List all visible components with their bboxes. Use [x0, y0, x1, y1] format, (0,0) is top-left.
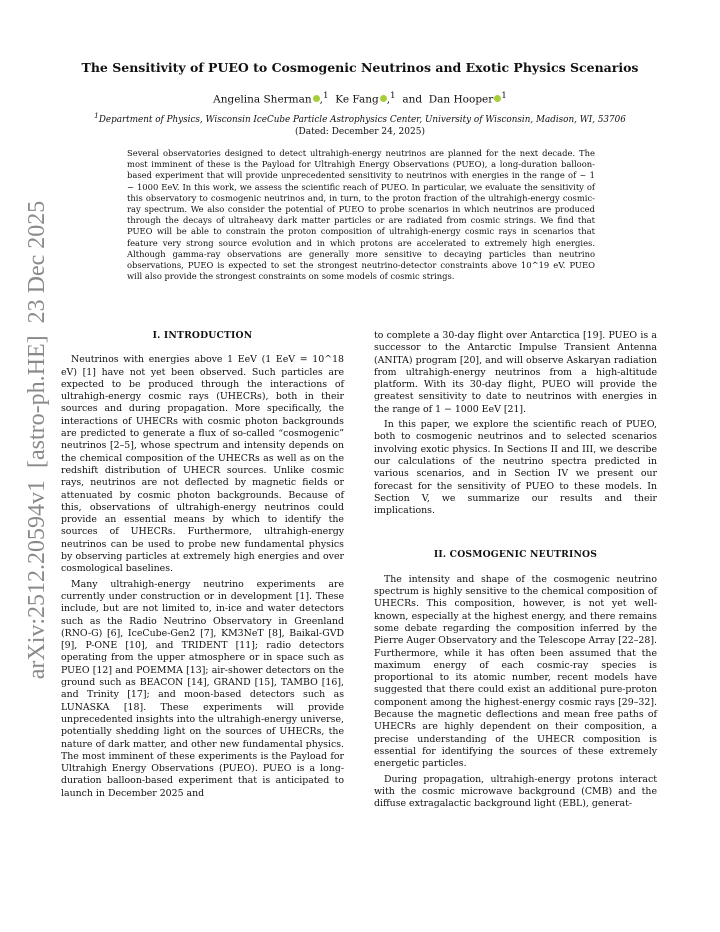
arxiv-identifier [14, 160, 54, 720]
paper-title: The Sensitivity of PUEO to Cosmogenic Neutrinos and Exotic Physics Scenarios [81, 60, 639, 75]
author-superscript: 1 [323, 91, 329, 101]
author-conjunction: and [402, 93, 423, 106]
abstract: Several observatories designed to detect ultrahigh-energy neutrinos are planned for the next decade. The most imminent of these is the Payload for Ultrahigh Energy Observations (PUEO), a long-duration balloon-based experiment that will provide unprecedented sensitivity to neutrinos with energies in the range of ~ 1 − 1000 EeV. In this work, we assess the scientific reach of PUEO. In particular, we evaluate the sensitivity of this observatory to cosmogenic neutrinos and, in turn, to the proton fraction of the ultrahigh-energy cosmic-ray spectrum. We also consider the potential of PUEO to probe scenarios in which neutrinos are produced through the decays of ultraheavy dark matter particles or are radiated from cosmic strings. We find that PUEO will be able to constrain the proton composition of ultrahigh-energy cosmic rays in scenarios that feature very strong source evolution and in which protons are accelerated to extremely high energies. Although gamma-ray observations are generally more sensitive to decaying particles than neutrino observations, PUEO is expected to set the strongest neutrino-detector constraints above 10^19 eV. PUEO will also provide the strongest constraints on some models of cosmic strings. [127, 148, 595, 282]
right-column [374, 330, 657, 810]
affiliation-superscript: 1 [94, 111, 99, 120]
author-list: Angelina Sherman ,$^1$ Ke Fang ,$^1$ and Dan Hooper $^1$ [213, 91, 507, 106]
affiliation [60, 111, 660, 125]
paragraph: The intensity and shape of the cosmogenic neutrino spectrum is highly sensitive to the chemical composition of UHECRs. This composition, however, is not yet well-known, especially at the highest energy, and there remains some debate regarding the composition inferred by the Pierre Auger Observatory and the Telescope Array [22–28]. Furthermore, while it has often been assumed that the maximum energy of each cosmic-ray species is proportional to its atomic number, recent models have suggested that there could exist an additional pure-proton component among the highest-energy cosmic rays [29–32]. Because the magnetic deflections and mean free paths of UHECRs are highly dependent on their composition, a precise understanding of the UHECR composition is essential for identifying the sources of these extremely energetic particles. [374, 573, 657, 770]
paragraph: During propagation, ultrahigh-energy protons interact with the cosmic microwave background (CMB) and the diffuse extragalactic background light (EBL), generat- [374, 773, 657, 810]
author-superscript: 1 [501, 91, 507, 101]
arxiv-id-text: arXiv:2512.20594v1 [astro-ph.HE] 23 Dec 2025 [24, 200, 50, 680]
paragraph: In this paper, we explore the scientific reach of PUEO, both to cosmogenic neutrinos and to selected scenarios involving exotic physics. In Sections II and III, we describe our calculations of the neutrino spectra predicted in various scenarios, and in Section IV we present our forecast for the sensitivity of PUEO to these models. In Section V, we summarize our results and their implications. [374, 419, 657, 517]
section-heading-cosmogenic: II. COSMOGENIC NEUTRINOS [433, 549, 598, 561]
orcid-icon[interactable] [313, 95, 320, 102]
paragraph: Neutrinos with energies above 1 EeV (1 EeV = 10^18 eV) [1] have not yet been observed. Such particles are expected to be produced through the interactions of ultrahigh-energy cosmic rays (UHECRs), both in their sources and during propagation. More specifically, the interactions of UHECRs with cosmic photon backgrounds are predicted to generate a flux of so-called “cosmogenic” neutrinos [2–5], whose spectrum and intensity depends on the chemical composition of the UHECRs as well as on the redshift distribution of UHECR sources. Unlike cosmic rays, neutrinos are not deflected by magnetic fields or attenuated by cosmic photon backgrounds. Because of this, observations of ultrahigh-energy neutrinos could provide an essential means by which to identify the sources of UHECRs. Furthermore, ultrahigh-energy neutrinos can be used to probe new fundamental physics by observing particles at extremely high energies and over cosmological baselines. [61, 354, 344, 575]
author-name[interactable]: Angelina Sherman [213, 93, 312, 106]
paragraph: Many ultrahigh-energy neutrino experiments are currently under construction or in development [1]. These include, but are not limited to, in-ice and water detectors such as the Radio Neutrino Observatory in Greenland (RNO-G) [6], IceCube-Gen2 [7], KM3NeT [8], Baikal-GVD [9], P-ONE [10], and TRIDENT [11]; radio detectors operating from the upper atmosphere or in space such as PUEO [12] and POEMMA [13]; air-shower detectors on the ground such as BEACON [14], GRAND [15], TAMBO [16], and Trinity [17]; and moon-based detectors such as LUNASKA [18]. These experiments will provide unprecedented insights into the ultrahigh-energy universe, potentially shedding light on the sources of UHECRs, the nature of dark matter, and other new fundamental physics. The most imminent of these experiments is the Payload for Ultrahigh Energy Observations (PUEO). PUEO is a long-duration balloon-based experiment that is anticipated to launch in December 2025 and [61, 578, 344, 799]
author-name[interactable]: Dan Hooper [428, 93, 494, 106]
author-name[interactable]: Ke Fang [335, 93, 379, 106]
orcid-icon[interactable] [380, 95, 387, 102]
left-column [61, 330, 344, 800]
section-heading-introduction: I. INTRODUCTION [152, 330, 253, 341]
author-superscript: 1 [390, 91, 396, 101]
date-line: (Dated: December 24, 2025) [295, 127, 425, 137]
affiliation-text: Department of Physics, Wisconsin IceCube Particle Astrophysics Center, University of Wisconsin, Madison, WI, 53706 [98, 114, 626, 125]
paragraph: to complete a 30-day flight over Antarctica [19]. PUEO is a successor to the Antarctic Impulse Transient Antenna (ANITA) program [20], and will observe Askaryan radiation from ultrahigh-energy neutrinos from a high-altitude platform. With its 30-day flight, PUEO will provide the greatest sensitivity to date to neutrinos with energies in the range of 1 − 1000 EeV [21]. [374, 330, 657, 415]
